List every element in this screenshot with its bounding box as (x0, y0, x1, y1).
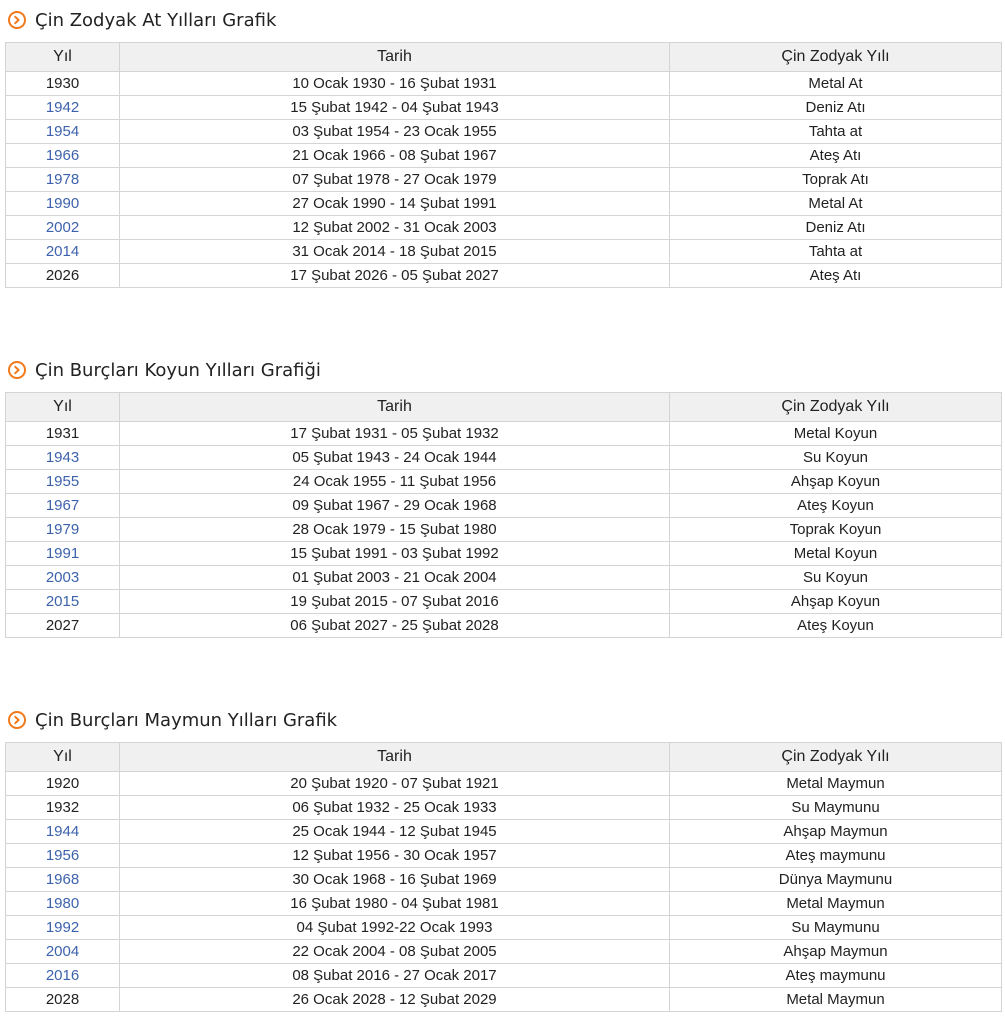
table-row (6, 216, 1002, 240)
column-header-date: Tarih (120, 43, 670, 72)
year-text: 1920 (45, 775, 80, 792)
cell-year[interactable] (6, 144, 120, 168)
table-row (6, 470, 1002, 494)
cell-zodiac-sign: Metal Koyun (670, 422, 1002, 446)
cell-date-range: 20 Şubat 1920 - 07 Şubat 1921 (120, 772, 670, 796)
year-text: 1931 (45, 425, 80, 442)
cell-year[interactable] (6, 446, 120, 470)
cell-year (6, 614, 120, 638)
year-text: 2027 (45, 617, 80, 634)
cell-date-range: 19 Şubat 2015 - 07 Şubat 2016 (120, 590, 670, 614)
column-header-year: Yıl (6, 393, 120, 422)
cell-year[interactable] (6, 494, 120, 518)
cell-date-range: 05 Şubat 1943 - 24 Ocak 1944 (120, 446, 670, 470)
cell-date-range: 16 Şubat 1980 - 04 Şubat 1981 (120, 892, 670, 916)
table-row (6, 542, 1002, 566)
cell-zodiac-sign: Deniz Atı (670, 216, 1002, 240)
horse-years-table (5, 42, 1002, 288)
table-row (6, 614, 1002, 638)
table-row (6, 566, 1002, 590)
year-link[interactable]: 1955 (45, 473, 80, 490)
cell-date-range: 15 Şubat 1942 - 04 Şubat 1943 (120, 96, 670, 120)
year-link[interactable]: 2002 (45, 219, 80, 236)
cell-year[interactable] (6, 566, 120, 590)
section-title-text: Çin Zodyak At Yılları Grafik (35, 9, 277, 31)
year-link[interactable]: 1980 (45, 895, 80, 912)
cell-zodiac-sign: Ahşap Koyun (670, 470, 1002, 494)
table-row (6, 940, 1002, 964)
year-link[interactable]: 2004 (45, 943, 80, 960)
table-row (6, 264, 1002, 288)
cell-year[interactable] (6, 820, 120, 844)
table-row (6, 446, 1002, 470)
cell-date-range: 09 Şubat 1967 - 29 Ocak 1968 (120, 494, 670, 518)
cell-zodiac-sign: Ahşap Maymun (670, 940, 1002, 964)
table-row (6, 916, 1002, 940)
monkey-years-table (5, 742, 1002, 1012)
cell-zodiac-sign: Metal Maymun (670, 988, 1002, 1012)
cell-date-range: 12 Şubat 1956 - 30 Ocak 1957 (120, 844, 670, 868)
table-row (6, 868, 1002, 892)
cell-date-range: 25 Ocak 1944 - 12 Şubat 1945 (120, 820, 670, 844)
table-row (6, 120, 1002, 144)
cell-year[interactable] (6, 240, 120, 264)
cell-year[interactable] (6, 192, 120, 216)
cell-year[interactable] (6, 542, 120, 566)
cell-year[interactable] (6, 518, 120, 542)
table-row (6, 820, 1002, 844)
table-row (6, 168, 1002, 192)
cell-date-range: 21 Ocak 1966 - 08 Şubat 1967 (120, 144, 670, 168)
cell-year (6, 422, 120, 446)
table-row (6, 964, 1002, 988)
cell-date-range: 07 Şubat 1978 - 27 Ocak 1979 (120, 168, 670, 192)
year-text: 1932 (45, 799, 80, 816)
section-title (5, 350, 1001, 390)
cell-date-range: 17 Şubat 1931 - 05 Şubat 1932 (120, 422, 670, 446)
cell-zodiac-sign: Su Koyun (670, 446, 1002, 470)
cell-date-range: 08 Şubat 2016 - 27 Ocak 2017 (120, 964, 670, 988)
cell-year[interactable] (6, 96, 120, 120)
sheep-years-table (5, 392, 1002, 638)
cell-date-range: 04 Şubat 1992-22 Ocak 1993 (120, 916, 670, 940)
table-row (6, 796, 1002, 820)
chevron-right-circle-icon (8, 711, 26, 729)
cell-zodiac-sign: Deniz Atı (670, 96, 1002, 120)
cell-zodiac-sign: Ahşap Koyun (670, 590, 1002, 614)
table-header-row (6, 743, 1002, 772)
cell-date-range: 26 Ocak 2028 - 12 Şubat 2029 (120, 988, 670, 1012)
cell-year[interactable] (6, 470, 120, 494)
cell-date-range: 06 Şubat 2027 - 25 Şubat 2028 (120, 614, 670, 638)
cell-date-range: 10 Ocak 1930 - 16 Şubat 1931 (120, 72, 670, 96)
cell-date-range: 06 Şubat 1932 - 25 Ocak 1933 (120, 796, 670, 820)
cell-zodiac-sign: Ateş Atı (670, 144, 1002, 168)
cell-year (6, 772, 120, 796)
column-header-sign: Çin Zodyak Yılı (670, 393, 1002, 422)
cell-year[interactable] (6, 216, 120, 240)
cell-year (6, 72, 120, 96)
cell-year[interactable] (6, 120, 120, 144)
cell-zodiac-sign: Ahşap Maymun (670, 820, 1002, 844)
year-link[interactable]: 2014 (45, 243, 80, 260)
cell-year (6, 264, 120, 288)
year-link[interactable]: 1992 (45, 919, 80, 936)
cell-zodiac-sign: Ateş Atı (670, 264, 1002, 288)
table-row (6, 494, 1002, 518)
year-link[interactable]: 1943 (45, 449, 80, 466)
cell-year[interactable] (6, 964, 120, 988)
cell-date-range: 15 Şubat 1991 - 03 Şubat 1992 (120, 542, 670, 566)
column-header-date: Tarih (120, 393, 670, 422)
cell-zodiac-sign: Ateş Koyun (670, 494, 1002, 518)
cell-date-range: 03 Şubat 1954 - 23 Ocak 1955 (120, 120, 670, 144)
year-link[interactable]: 1991 (45, 545, 80, 562)
table-row (6, 988, 1002, 1012)
year-text: 2028 (45, 991, 80, 1008)
cell-zodiac-sign: Su Maymunu (670, 796, 1002, 820)
cell-year[interactable] (6, 916, 120, 940)
table-row (6, 192, 1002, 216)
cell-zodiac-sign: Toprak Koyun (670, 518, 1002, 542)
year-link[interactable]: 1968 (45, 871, 80, 888)
cell-year[interactable] (6, 940, 120, 964)
year-link[interactable]: 2016 (45, 967, 80, 984)
cell-zodiac-sign: Su Maymunu (670, 916, 1002, 940)
cell-date-range: 28 Ocak 1979 - 15 Şubat 1980 (120, 518, 670, 542)
table-row (6, 844, 1002, 868)
cell-zodiac-sign: Metal Koyun (670, 542, 1002, 566)
table-row (6, 422, 1002, 446)
cell-zodiac-sign: Toprak Atı (670, 168, 1002, 192)
year-link[interactable]: 1979 (45, 521, 80, 538)
cell-year[interactable] (6, 844, 120, 868)
year-text: 2026 (45, 267, 80, 284)
cell-date-range: 22 Ocak 2004 - 08 Şubat 2005 (120, 940, 670, 964)
sheep-years-section (5, 350, 1001, 638)
cell-date-range: 01 Şubat 2003 - 21 Ocak 2004 (120, 566, 670, 590)
cell-zodiac-sign: Tahta at (670, 120, 1002, 144)
cell-year[interactable] (6, 168, 120, 192)
cell-zodiac-sign: Dünya Maymunu (670, 868, 1002, 892)
table-header-row (6, 393, 1002, 422)
table-header-row (6, 43, 1002, 72)
column-header-sign: Çin Zodyak Yılı (670, 43, 1002, 72)
cell-date-range: 12 Şubat 2002 - 31 Ocak 2003 (120, 216, 670, 240)
year-link[interactable]: 1990 (45, 195, 80, 212)
cell-zodiac-sign: Ateş maymunu (670, 844, 1002, 868)
cell-date-range: 31 Ocak 2014 - 18 Şubat 2015 (120, 240, 670, 264)
section-title (5, 0, 1001, 40)
table-row (6, 96, 1002, 120)
cell-zodiac-sign: Metal Maymun (670, 892, 1002, 916)
cell-zodiac-sign: Metal At (670, 192, 1002, 216)
cell-year[interactable] (6, 868, 120, 892)
section-title-text: Çin Burçları Koyun Yılları Grafiği (35, 359, 321, 381)
chevron-right-circle-icon (8, 11, 26, 29)
column-header-sign: Çin Zodyak Yılı (670, 743, 1002, 772)
table-row (6, 144, 1002, 168)
section-title-text: Çin Burçları Maymun Yılları Grafik (35, 709, 338, 731)
cell-zodiac-sign: Ateş Koyun (670, 614, 1002, 638)
monkey-years-section (5, 700, 1001, 1012)
cell-zodiac-sign: Ateş maymunu (670, 964, 1002, 988)
year-link[interactable]: 1967 (45, 497, 80, 514)
year-link[interactable]: 2015 (45, 593, 80, 610)
year-link[interactable]: 1956 (45, 847, 80, 864)
table-row (6, 240, 1002, 264)
year-link[interactable]: 1978 (45, 171, 80, 188)
cell-year (6, 796, 120, 820)
section-title (5, 700, 1001, 740)
year-link[interactable]: 1954 (45, 123, 80, 140)
cell-zodiac-sign: Metal Maymun (670, 772, 1002, 796)
cell-zodiac-sign: Su Koyun (670, 566, 1002, 590)
table-row (6, 518, 1002, 542)
table-row (6, 892, 1002, 916)
cell-date-range: 30 Ocak 1968 - 16 Şubat 1969 (120, 868, 670, 892)
cell-date-range: 24 Ocak 1955 - 11 Şubat 1956 (120, 470, 670, 494)
cell-year (6, 988, 120, 1012)
table-row (6, 590, 1002, 614)
cell-zodiac-sign: Tahta at (670, 240, 1002, 264)
year-link[interactable]: 1944 (45, 823, 80, 840)
table-row (6, 72, 1002, 96)
year-text: 1930 (45, 75, 80, 92)
year-link[interactable]: 1942 (45, 99, 80, 116)
cell-date-range: 17 Şubat 2026 - 05 Şubat 2027 (120, 264, 670, 288)
year-link[interactable]: 2003 (45, 569, 80, 586)
column-header-year: Yıl (6, 43, 120, 72)
cell-year[interactable] (6, 590, 120, 614)
cell-date-range: 27 Ocak 1990 - 14 Şubat 1991 (120, 192, 670, 216)
horse-years-section (5, 0, 1001, 288)
table-row (6, 772, 1002, 796)
year-link[interactable]: 1966 (45, 147, 80, 164)
cell-year[interactable] (6, 892, 120, 916)
cell-zodiac-sign: Metal At (670, 72, 1002, 96)
column-header-date: Tarih (120, 743, 670, 772)
column-header-year: Yıl (6, 743, 120, 772)
chevron-right-circle-icon (8, 361, 26, 379)
